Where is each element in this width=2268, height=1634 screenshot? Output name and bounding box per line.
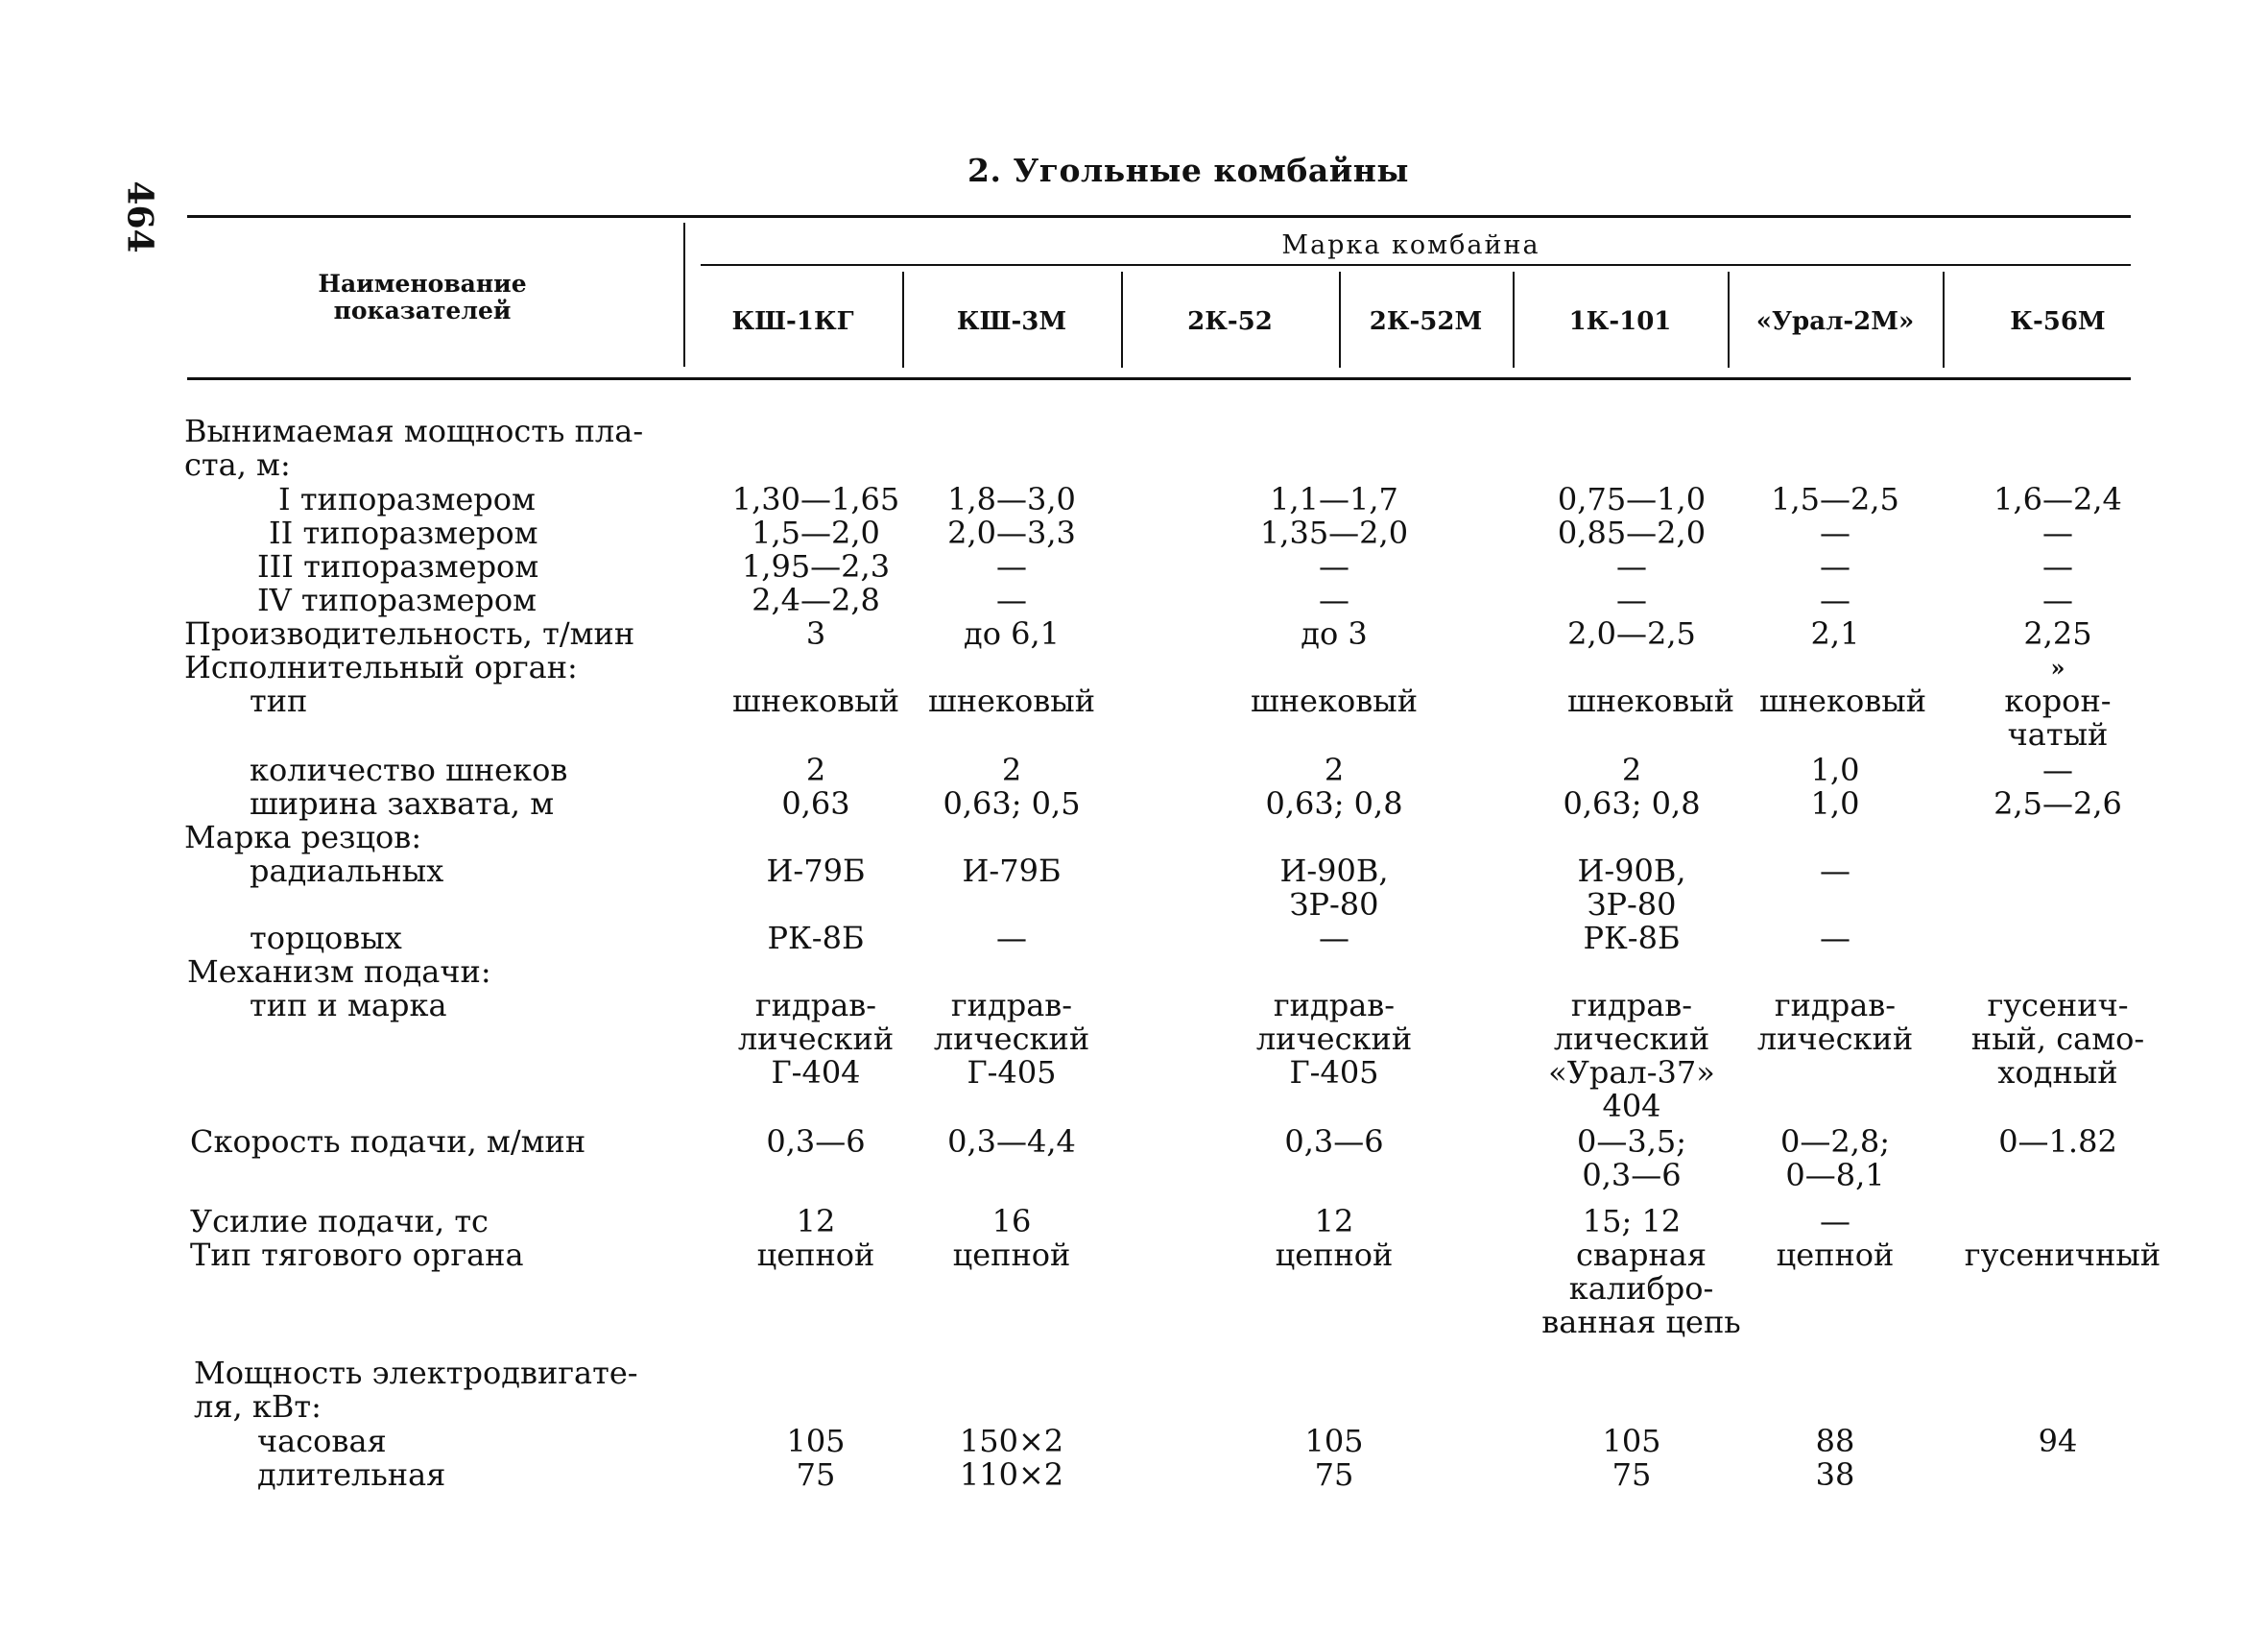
cell: 2 [1621,752,1642,788]
cell: 2,4—2,8 [752,582,880,618]
cell: 2,0—3,3 [947,515,1076,551]
cell: 16 [991,1203,1032,1239]
cell: 1,6—2,4 [1993,481,2122,517]
row-label: торцовых [250,920,402,956]
column-header: «Урал-2М» [1755,307,1915,336]
cell: 0,63; 0,8 [1563,785,1701,822]
cell: — [1820,548,1850,585]
cell: 105 [786,1423,846,1459]
cell: 1,5—2,0 [752,515,880,551]
cell: — [996,582,1027,618]
brand-group-header: Марка комбайна [1281,230,1540,260]
header-divider [683,223,685,367]
cell: до 6,1 [963,615,1061,652]
cell: 75 [796,1456,836,1493]
cell: — [1319,548,1349,585]
cell: 105 [1602,1423,1661,1459]
cell: 0,3—6 [1284,1123,1384,1160]
cell: РК-8Б [1583,920,1681,956]
cell: 0,75—1,0 [1557,481,1707,517]
cell: 3 [805,615,826,652]
cell: шнековый [927,683,1096,719]
cell: 15; 12 [1582,1203,1682,1239]
row-label: Скорость подачи, м/мин [190,1123,586,1160]
group-rule [701,264,2131,266]
cell: РК-8Б [767,920,865,956]
cell: 1,35—2,0 [1259,515,1409,551]
cell: сварная калибро- ванная цепь [1541,1237,1741,1340]
row-label: Механизм подачи: [187,953,491,990]
row-label: часовая [257,1423,387,1459]
cell: цепной [952,1237,1071,1273]
cell: — [1820,582,1850,618]
cell: шнековый [1758,683,1927,719]
cell: 1,0 [1810,752,1860,788]
cell: 0,3—4,4 [947,1123,1076,1160]
cell: 0,63 [781,785,850,822]
cell: — [996,920,1027,956]
row-label: I типоразмером [278,481,536,517]
cell: — [1820,1203,1850,1239]
cell: — [2042,515,2073,551]
cell: 2 [805,752,826,788]
cell: 75 [1314,1456,1354,1493]
top-rule [187,215,2131,218]
cell: 2,1 [1810,615,1860,652]
cell: гусеничный [1964,1237,2161,1273]
cell: 2,5—2,6 [1993,785,2122,822]
row-label: Усилие подачи, тс [190,1203,489,1239]
cell: 75 [1611,1456,1652,1493]
cell: — [2042,548,2073,585]
row-label: тип [250,683,308,719]
row-label: ширина захвата, м [250,785,555,822]
table-title: 2. Угольные комбайны [967,152,1409,189]
cell: — [1319,920,1349,956]
cell: И-90В, ЗР-80 [1279,853,1389,923]
cell: — [2042,752,2073,788]
cell: 0,85—2,0 [1557,515,1707,551]
cell: — [1820,853,1850,889]
cell: до 3 [1301,615,1368,652]
cell: 150×2 [959,1423,1064,1459]
cell: 1,0 [1810,785,1860,822]
row-label: радиальных [250,853,444,889]
cell: 88 [1815,1423,1855,1459]
page-number: 464 [119,180,160,253]
row-label: длительная [257,1456,446,1493]
column-header: 2К-52М [1369,307,1483,336]
cell: шнековый [731,683,900,719]
cell: И-79Б [962,853,1062,889]
cell: — [996,548,1027,585]
column-header: К-56М [2010,307,2106,336]
cell: корон- чатый [2004,683,2112,753]
row-label: Исполнительный орган: [184,649,578,685]
param-column-header: Наименование показателей [318,270,527,324]
cell: 12 [1314,1203,1354,1239]
ditto-mark: » [2050,654,2065,682]
cell: 0—1.82 [1998,1123,2117,1160]
cell: 0—2,8; 0—8,1 [1779,1123,1891,1193]
cell: 105 [1304,1423,1364,1459]
cell: — [2042,582,2073,618]
cell: 0,63; 0,8 [1265,785,1403,822]
cell: 2 [1324,752,1345,788]
cell: И-90В, ЗР-80 [1577,853,1686,923]
row-label: IV типоразмером [257,582,537,618]
cell: И-79Б [766,853,866,889]
row-label: Вынимаемая мощность пла- ста, м: [184,413,644,483]
cell: гидрав- лический Г-404 [737,987,895,1091]
cell: — [1820,920,1850,956]
cell: шнековый [1566,683,1735,719]
cell: цепной [1776,1237,1895,1273]
cell: 0—3,5; 0,3—6 [1576,1123,1687,1193]
column-header: 1К-101 [1568,307,1672,336]
row-label: Мощность электродвигате- ля, кВт: [194,1355,638,1425]
cell: — [1820,515,1850,551]
cell: цепной [756,1237,875,1273]
cell: — [1616,548,1647,585]
cell: гидрав- лический [1756,987,1914,1057]
cell: 110×2 [959,1456,1064,1493]
column-header: КШ-1КГ [731,307,854,336]
row-label: III типоразмером [257,548,539,585]
row-label: тип и марка [250,987,447,1023]
cell: цепной [1275,1237,1394,1273]
cell: гидрав- лический Г-405 [1255,987,1413,1091]
cell: 12 [796,1203,836,1239]
cell: 1,5—2,5 [1771,481,1899,517]
row-label: Производительность, т/мин [184,615,635,652]
cell: 2,0—2,5 [1567,615,1696,652]
cell: 38 [1815,1456,1855,1493]
cell: гусенич- ный, само- ходный [1970,987,2145,1091]
row-label: Марка резцов: [184,819,422,855]
cell: гидрав- лический Г-405 [933,987,1090,1091]
row-label: количество шнеков [250,752,568,788]
cell: — [1319,582,1349,618]
cell: 0,3—6 [766,1123,866,1160]
cell: 1,8—3,0 [947,481,1076,517]
cell: 1,1—1,7 [1270,481,1398,517]
cell: — [1616,582,1647,618]
column-header: КШ-3М [956,307,1067,336]
cell: шнековый [1250,683,1419,719]
cell: 0,63; 0,5 [943,785,1081,822]
row-label: Тип тягового органа [190,1237,524,1273]
cell: 2,25 [2023,615,2092,652]
cell: гидрав- лический «Урал-37» 404 [1548,987,1715,1124]
cell: 2 [1001,752,1022,788]
header-bottom-rule [187,377,2131,380]
cell: 94 [2038,1423,2078,1459]
column-header: 2К-52 [1187,307,1273,336]
row-label: II типоразмером [269,515,538,551]
cell: 1,30—1,65 [731,481,900,517]
cell: 1,95—2,3 [741,548,891,585]
